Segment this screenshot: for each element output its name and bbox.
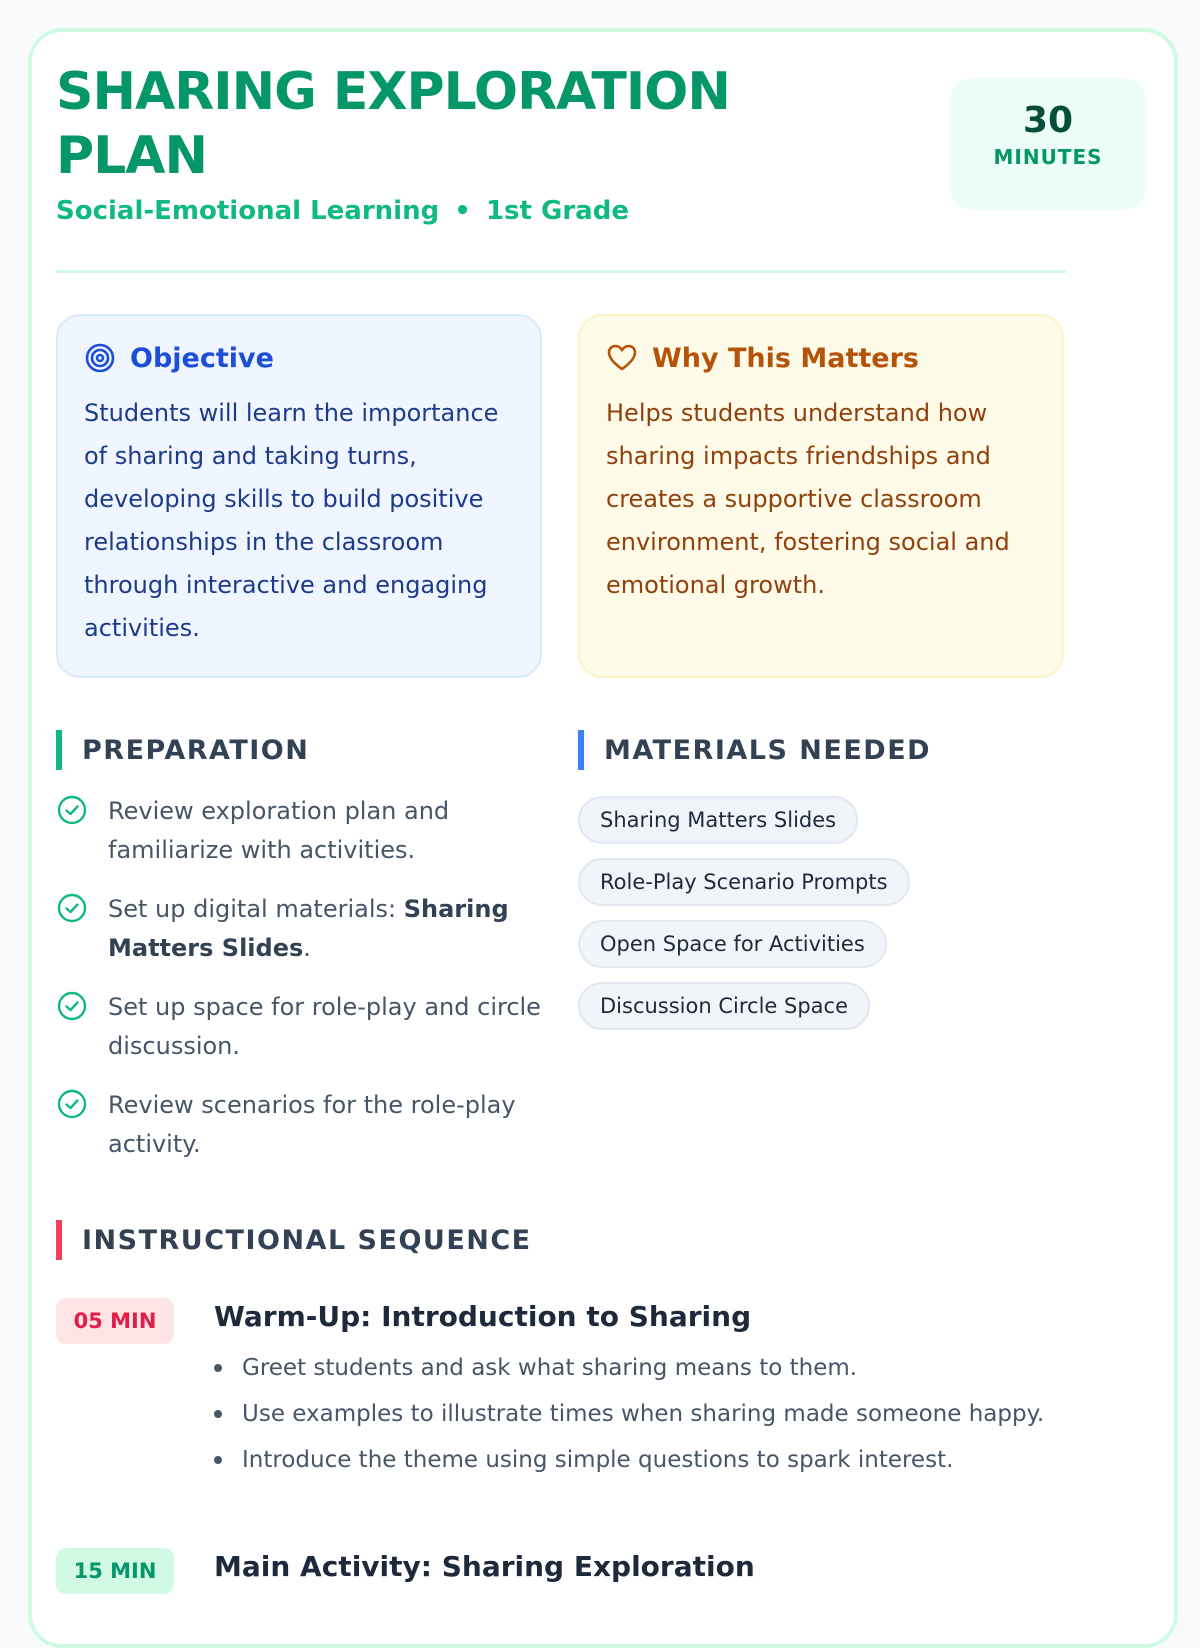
grade-label: 1st Grade — [485, 196, 629, 226]
preparation-item-suffix: . — [303, 934, 311, 962]
duration-value: 30 — [1022, 100, 1074, 141]
material-chip: Discussion Circle Space — [578, 982, 870, 1030]
target-icon — [84, 342, 116, 374]
bullet-text: Introduce the theme using simple questions to spark interest. — [242, 1447, 954, 1473]
preparation-item-bold: Sharing Matters Slides — [108, 895, 509, 962]
list-item — [56, 1086, 556, 1164]
heart-icon — [606, 342, 638, 374]
plan-header — [56, 60, 1066, 226]
objective-heading-row — [84, 342, 514, 374]
sequence-heading — [56, 1220, 532, 1260]
bullet-text: Use examples to illustrate times when sharing made someone happy. — [242, 1401, 1045, 1427]
duration-unit: MINUTES — [993, 145, 1103, 169]
page-subtitle — [56, 196, 1066, 226]
material-chip: Role-Play Scenario Prompts — [578, 858, 910, 906]
duration-badge — [950, 78, 1146, 210]
check-circle-icon — [56, 1088, 88, 1120]
sequence-accent-bar — [56, 1220, 62, 1260]
objective-text: Students will learn the importance of sharing and taking turns, developing skills to build positive relationships in the classroom through interactive and engaging activities. — [84, 399, 499, 642]
preparation-accent-bar — [56, 730, 62, 770]
materials-heading-label: MATERIALS NEEDED — [604, 734, 932, 766]
objective-box — [56, 314, 542, 678]
list-item — [56, 792, 556, 870]
subject-label: Social-Emotional Learning — [56, 196, 440, 226]
list-item — [56, 890, 556, 968]
preparation-item-text — [108, 890, 556, 968]
why-box — [578, 314, 1064, 678]
check-circle-icon — [56, 794, 88, 826]
list-item — [214, 1345, 1084, 1391]
bullet-dot — [214, 1364, 222, 1372]
step-title: Warm-Up: Introduction to Sharing — [214, 1300, 752, 1333]
why-heading-row — [606, 342, 1036, 374]
objective-heading: Objective — [130, 342, 274, 374]
bullet-dot — [214, 1456, 222, 1464]
materials-list — [578, 796, 910, 1044]
step-content — [214, 1550, 1084, 1583]
step-bullets — [214, 1345, 1084, 1483]
material-chip: Open Space for Activities — [578, 920, 887, 968]
bullet-text: Greet students and ask what sharing means to them. — [242, 1355, 858, 1381]
list-item — [56, 988, 556, 1066]
step-content — [214, 1300, 1084, 1483]
step-title: Main Activity: Sharing Exploration — [214, 1550, 755, 1583]
time-badge: 15 MIN — [56, 1548, 174, 1594]
preparation-item-prefix: Set up digital materials: — [108, 895, 404, 923]
sequence-heading-label: INSTRUCTIONAL SEQUENCE — [82, 1224, 532, 1256]
preparation-heading — [56, 730, 309, 770]
preparation-item-text: Review scenarios for the role-play activity. — [108, 1091, 516, 1158]
header-divider — [56, 270, 1066, 273]
materials-accent-bar — [578, 730, 584, 770]
subtitle-separator: • — [454, 196, 471, 226]
bullet-dot — [214, 1410, 222, 1418]
check-circle-icon — [56, 892, 88, 924]
list-item — [214, 1437, 1084, 1483]
time-badge: 05 MIN — [56, 1298, 174, 1344]
preparation-item-text: Set up space for role-play and circle discussion. — [108, 993, 541, 1060]
preparation-item-text: Review exploration plan and familiarize with activities. — [108, 797, 450, 864]
why-text: Helps students understand how sharing impacts friendships and creates a supportive classroom environment, fostering social and emotional growth. — [606, 399, 1010, 599]
preparation-heading-label: PREPARATION — [82, 734, 310, 766]
material-chip: Sharing Matters Slides — [578, 796, 858, 844]
list-item — [214, 1391, 1084, 1437]
check-circle-icon — [56, 990, 88, 1022]
preparation-list — [56, 792, 556, 1184]
materials-heading — [578, 730, 931, 770]
why-heading: Why This Matters — [652, 342, 919, 374]
page-title: SHARING EXPLORATION PLAN — [56, 62, 730, 186]
